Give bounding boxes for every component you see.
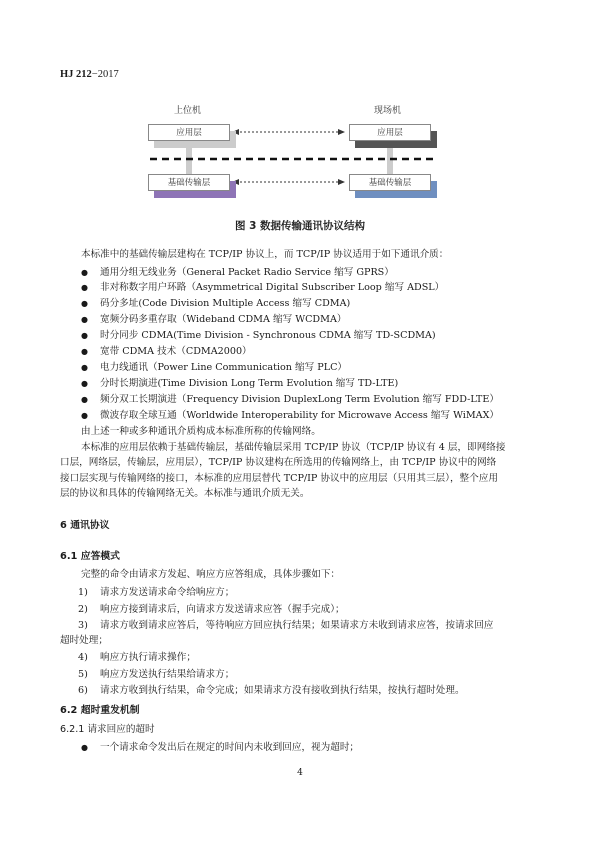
list-item: 分时长期演进(Time Division Long Term Evolution 缩写 TD-LTE) — [100, 378, 399, 389]
timeout-item: 一个请求命令发出后在规定的时间内未收到回应，视为超时； — [100, 742, 360, 753]
section-6-2-heading: 6.2 超时重发机制 — [60, 705, 140, 716]
list-item: 宽带 CDMA 技术（CDMA2000） — [100, 346, 252, 357]
list-item: 电力线通讯（Power Line Communication 缩写 PLC） — [100, 362, 348, 373]
step-number: 6) — [78, 685, 88, 696]
step-text: 响应方执行请求操作； — [100, 652, 196, 663]
step-text: 响应方接到请求后，向请求方发送请求应答（握手完成）； — [100, 604, 345, 615]
diagram-lines — [0, 0, 600, 240]
step-number: 4) — [78, 652, 88, 663]
bullet-icon: ● — [81, 331, 88, 340]
step-number: 2) — [78, 604, 88, 615]
bullet-icon: ● — [81, 379, 88, 388]
list-item: 时分同步 CDMA(Time Division - Synchronous CDMA 缩写 TD-SCDMA) — [100, 330, 436, 341]
right-base-transport-layer: 基础传输层 — [349, 174, 431, 191]
protocol-structure-diagram — [0, 0, 600, 240]
list-item: 码分多址(Code Division Multiple Access 缩写 CDMA) — [100, 298, 351, 309]
section-6-heading: 6 通讯协议 — [60, 520, 110, 531]
base-arrow-head-right — [338, 179, 345, 185]
left-base-transport-layer: 基础传输层 — [148, 174, 230, 191]
step-text: 请求方收到执行结果，命令完成；如果请求方没有接收到执行结果，按执行超时处理。 — [100, 685, 465, 696]
bullet-icon: ● — [81, 268, 88, 277]
list-item: 通用分组无线业务（General Packet Radio Service 缩写 GPRS） — [100, 267, 394, 278]
step-text-continued: 超时处理； — [60, 635, 108, 646]
paragraph-line: 口层，网络层，传输层，应用层），TCP/IP 协议建构在所选用的传输网络上，由 TCP/IP 协议中的网络 — [60, 457, 497, 468]
step-number: 5) — [78, 669, 88, 680]
step-text: 响应方发送执行结果给请求方； — [100, 669, 235, 680]
field-device-label: 现场机 — [374, 106, 402, 116]
list-item: 频分双工长期演进（Frequency Division DuplexLong Term Evolution 缩写 FDD-LTE） — [100, 394, 499, 405]
step-text: 请求方收到请求应答后，等待响应方回应执行结果；如果请求方未收到请求应答，按请求回应 — [100, 620, 494, 631]
intro-paragraph: 本标准中的基础传输层建构在 TCP/IP 协议上，而 TCP/IP 协议适用于如下通讯介质： — [81, 249, 449, 260]
bullet-icon: ● — [81, 411, 88, 420]
section-6-1-intro: 完整的命令由请求方发起、响应方应答组成，具体步骤如下： — [81, 569, 341, 580]
bullet-icon: ● — [81, 395, 88, 404]
list-item: 非对称数字用户环路（Asymmetrical Digital Subscriber Loop 缩写 ADSL） — [100, 282, 445, 293]
left-application-layer: 应用层 — [148, 124, 230, 141]
list-item: 微波存取全球互通（Worldwide Interoperability for Microwave Access 缩写 WiMAX） — [100, 410, 500, 421]
step-number: 3) — [78, 620, 88, 631]
host-label: 上位机 — [174, 106, 202, 116]
step-text: 请求方发送请求命令给响应方； — [100, 587, 235, 598]
paragraph-line: 接口层实现与传输网络的接口，本标准的应用层替代 TCP/IP 协议中的应用层（只用其三层），整个应用 — [60, 473, 498, 484]
section-6-2-1-heading: 6.2.1 请求回应的超时 — [60, 724, 155, 735]
bullet-icon: ● — [81, 363, 88, 372]
bullet-icon: ● — [81, 743, 88, 752]
bullet-icon: ● — [81, 347, 88, 356]
list-item: 宽频分码多重存取（Wideband CDMA 缩写 WCDMA） — [100, 314, 347, 325]
document-header: HJ 212−2017 — [60, 69, 119, 80]
bullet-icon: ● — [81, 283, 88, 292]
section-6-1-heading: 6.1 应答模式 — [60, 551, 120, 562]
paragraph-line: 层的协议和具体的传输网络无关。本标准与通讯介质无关。 — [60, 488, 310, 499]
app-arrow-head-right — [338, 129, 345, 135]
media-summary: 由上述一种或多种通讯介质构成本标准所称的传输网络。 — [81, 426, 321, 437]
bullet-icon: ● — [81, 315, 88, 324]
right-application-layer: 应用层 — [349, 124, 431, 141]
step-number: 1) — [78, 587, 88, 598]
paragraph-line: 本标准的应用层依赖于基础传输层，基础传输层采用 TCP/IP 协议（TCP/IP 协议有 4 层，即网络接 — [81, 442, 506, 453]
bullet-icon: ● — [81, 299, 88, 308]
figure-caption: 图 3 数据传输通讯协议结构 — [234, 220, 366, 232]
page-number: 4 — [297, 768, 303, 778]
